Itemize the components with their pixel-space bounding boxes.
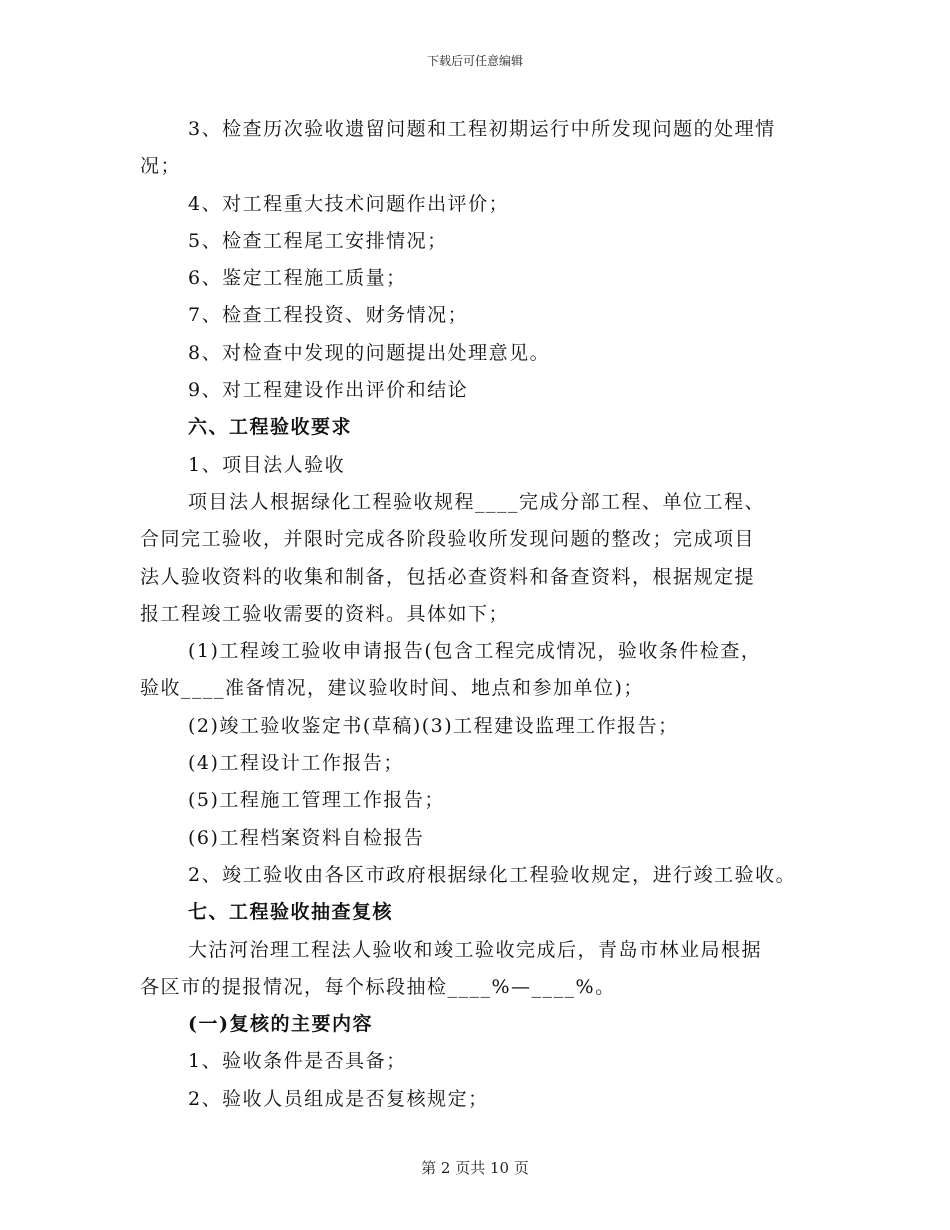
body-paragraph-line: 验收____准备情况，建议验收时间、地点和参加单位)； [140, 677, 644, 700]
body-paragraph-line: 合同完工验收，并限时完成各阶段验收所发现问题的整改；完成项目 [140, 528, 756, 551]
body-paragraph-line: 1、验收条件是否具备； [188, 1050, 407, 1073]
body-paragraph-line: 大沽河治理工程法人验收和竣工验收完成后，青岛市林业局根据 [188, 938, 763, 961]
body-paragraph-line: 3、检查历次验收遗留问题和工程初期运行中所发现问题的处理情 [188, 118, 776, 140]
page-header: 下载后可任意编辑 [426, 54, 523, 68]
section-heading: 六、工程验收要求 [188, 416, 353, 439]
body-paragraph-line: 8、对检查中发现的问题提出处理意见。 [188, 341, 551, 364]
body-paragraph-line: 报工程竣工验收需要的资料。具体如下； [140, 602, 510, 625]
body-paragraph-line: 况； [140, 155, 182, 178]
body-paragraph-line: 2、验收人员组成是否复核规定； [188, 1087, 489, 1110]
body-paragraph-line: (2)竣工验收鉴定书(草稿)(3)工程建设监理工作报告； [188, 714, 679, 737]
body-paragraph-line: 4、对工程重大技术问题作出评价； [188, 192, 510, 215]
body-paragraph-line: (5)工程施工管理工作报告； [188, 789, 445, 812]
body-paragraph-line: 项目法人根据绿化工程验收规程____完成分部工程、单位工程、 [188, 490, 766, 513]
body-paragraph-line: (6)工程档案资料自检报告 [188, 826, 425, 849]
body-paragraph-line: 6、鉴定工程施工质量； [188, 267, 407, 290]
body-paragraph-line: 7、检查工程投资、财务情况； [188, 304, 469, 327]
section-heading: 七、工程验收抽查复核 [188, 901, 394, 924]
document-body [140, 111, 840, 1118]
body-paragraph-line: 2、竣工验收由各区市政府根据绿化工程验收规定，进行竣工验收。 [188, 863, 797, 886]
body-paragraph-line: (4)工程设计工作报告； [188, 752, 404, 775]
body-paragraph-line: 5、检查工程尾工安排情况； [188, 229, 448, 252]
section-heading: (一)复核的主要内容 [188, 1013, 373, 1036]
page-footer: 第 2 页共 10 页 [421, 1159, 529, 1177]
body-paragraph-line: (1)工程竣工验收申请报告(包含工程完成情况，验收条件检查， [188, 640, 762, 663]
body-paragraph-line: 法人验收资料的收集和制备，包括必查资料和备查资料，根据规定提 [140, 565, 756, 588]
body-paragraph-line: 1、项目法人验收 [188, 453, 346, 476]
body-paragraph-line: 9、对工程建设作出评价和结论 [188, 379, 469, 402]
body-paragraph-line: 各区市的提报情况，每个标段抽检____%—____%。 [140, 975, 616, 998]
